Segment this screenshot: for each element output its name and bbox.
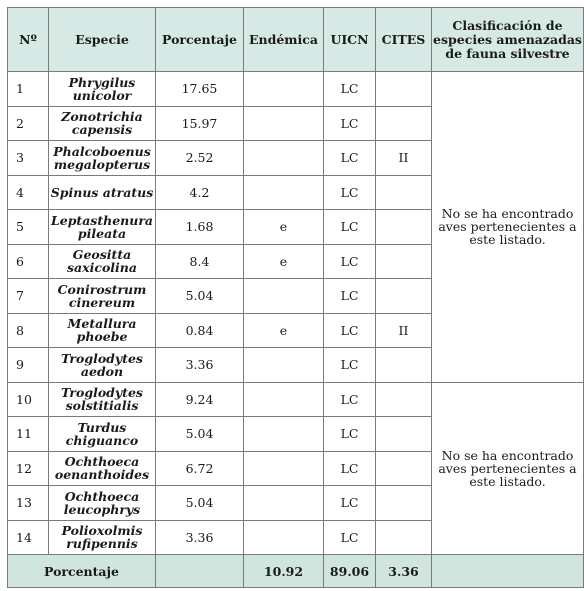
endemic-value: e: [244, 313, 324, 348]
percent-value: 1.68: [156, 210, 244, 245]
header-number: Nº: [8, 8, 49, 72]
cites-value: [376, 175, 432, 210]
uicn-value: LC: [324, 72, 376, 107]
endemic-value: [244, 279, 324, 314]
footer-row: [8, 555, 584, 588]
cites-value: II: [376, 313, 432, 348]
row-number: 11: [8, 417, 49, 452]
cites-value: [376, 417, 432, 452]
uicn-value: LC: [324, 382, 376, 417]
table-row: [8, 72, 584, 107]
cites-value: [376, 106, 432, 141]
species-name: Troglodytes aedon: [49, 348, 156, 383]
endemic-value: e: [244, 244, 324, 279]
table-body: [8, 72, 584, 555]
species-name: Phrygilus unicolor: [49, 72, 156, 107]
row-number: 10: [8, 382, 49, 417]
cites-value: [376, 72, 432, 107]
percent-value: 9.24: [156, 382, 244, 417]
endemic-value: [244, 175, 324, 210]
percent-value: 3.36: [156, 348, 244, 383]
cites-value: [376, 486, 432, 521]
row-number: 12: [8, 451, 49, 486]
percent-value: 8.4: [156, 244, 244, 279]
uicn-value: LC: [324, 313, 376, 348]
species-name: Ochthoeca oenanthoides: [49, 451, 156, 486]
species-name: Conirostrum cinereum: [49, 279, 156, 314]
row-number: 6: [8, 244, 49, 279]
uicn-value: LC: [324, 106, 376, 141]
species-name: Geositta saxicolina: [49, 244, 156, 279]
endemic-value: [244, 382, 324, 417]
uicn-value: LC: [324, 520, 376, 555]
footer-percent-empty: [156, 555, 244, 588]
row-number: 2: [8, 106, 49, 141]
row-number: 7: [8, 279, 49, 314]
species-name: Spinus atratus: [49, 175, 156, 210]
endemic-value: e: [244, 210, 324, 245]
percent-value: 5.04: [156, 279, 244, 314]
percent-value: 2.52: [156, 141, 244, 176]
endemic-value: [244, 417, 324, 452]
percent-value: 17.65: [156, 72, 244, 107]
header-cites: CITES: [376, 8, 432, 72]
cites-value: [376, 279, 432, 314]
classification-note: No se ha encontrado aves pertenecientes a este listado.: [432, 382, 584, 555]
uicn-value: LC: [324, 348, 376, 383]
footer-classification-empty: [432, 555, 584, 588]
header-row: [8, 8, 584, 72]
footer-label: Porcentaje: [8, 555, 156, 588]
uicn-value: LC: [324, 451, 376, 486]
cites-value: [376, 451, 432, 486]
species-name: Metallura phoebe: [49, 313, 156, 348]
percent-value: 5.04: [156, 486, 244, 521]
uicn-value: LC: [324, 175, 376, 210]
uicn-value: LC: [324, 210, 376, 245]
table-row: [8, 382, 584, 417]
cites-value: [376, 210, 432, 245]
uicn-value: LC: [324, 486, 376, 521]
endemic-value: [244, 106, 324, 141]
species-table: [7, 7, 584, 588]
endemic-value: [244, 141, 324, 176]
species-name: Zonotrichia capensis: [49, 106, 156, 141]
header-endemic: Endémica: [244, 8, 324, 72]
species-name: Polioxolmis rufipennis: [49, 520, 156, 555]
percent-value: 5.04: [156, 417, 244, 452]
endemic-value: [244, 451, 324, 486]
endemic-value: [244, 348, 324, 383]
cites-value: [376, 382, 432, 417]
row-number: 14: [8, 520, 49, 555]
cites-value: [376, 520, 432, 555]
cites-value: [376, 348, 432, 383]
uicn-value: LC: [324, 279, 376, 314]
percent-value: 0.84: [156, 313, 244, 348]
species-name: Ochthoeca leucophrys: [49, 486, 156, 521]
classification-note: No se ha encontrado aves pertenecientes a este listado.: [432, 72, 584, 383]
cites-value: [376, 244, 432, 279]
header-uicn: UICN: [324, 8, 376, 72]
endemic-value: [244, 520, 324, 555]
row-number: 1: [8, 72, 49, 107]
row-number: 9: [8, 348, 49, 383]
uicn-value: LC: [324, 141, 376, 176]
row-number: 5: [8, 210, 49, 245]
cites-value: II: [376, 141, 432, 176]
endemic-value: [244, 72, 324, 107]
species-name: Leptasthenura pileata: [49, 210, 156, 245]
header-classification: Clasificación de especies amenazadas de fauna silvestre: [432, 8, 584, 72]
row-number: 8: [8, 313, 49, 348]
species-name: Turdus chiguanco: [49, 417, 156, 452]
row-number: 4: [8, 175, 49, 210]
row-number: 3: [8, 141, 49, 176]
footer-cites-total: 3.36: [376, 555, 432, 588]
species-name: Phalcoboenus megalopterus: [49, 141, 156, 176]
endemic-value: [244, 486, 324, 521]
species-name: Troglodytes solstitialis: [49, 382, 156, 417]
uicn-value: LC: [324, 244, 376, 279]
header-percent: Porcentaje: [156, 8, 244, 72]
percent-value: 4.2: [156, 175, 244, 210]
footer-uicn-total: 89.06: [324, 555, 376, 588]
footer-endemic-total: 10.92: [244, 555, 324, 588]
percent-value: 15.97: [156, 106, 244, 141]
uicn-value: LC: [324, 417, 376, 452]
percent-value: 3.36: [156, 520, 244, 555]
header-species: Especie: [49, 8, 156, 72]
row-number: 13: [8, 486, 49, 521]
percent-value: 6.72: [156, 451, 244, 486]
